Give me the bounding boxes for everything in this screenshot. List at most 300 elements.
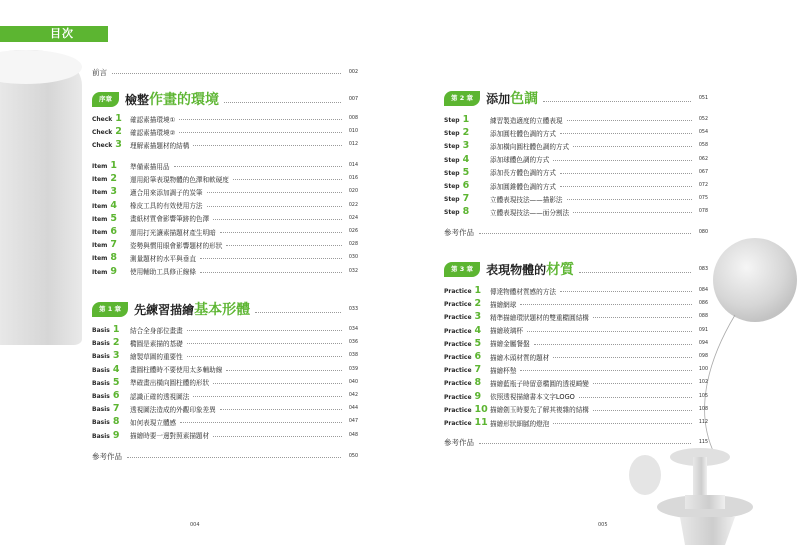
toc-entry[interactable] — [444, 416, 708, 429]
leader-dots — [579, 397, 692, 398]
entry-number: 3 — [474, 311, 482, 323]
toc-entry[interactable] — [444, 350, 708, 363]
leader-dots — [226, 245, 342, 246]
entry-title: 確認素描環境② — [130, 128, 176, 137]
entry-page: 052 — [698, 117, 708, 122]
reference-2-label: 參考作品 — [444, 228, 474, 237]
toc-entry[interactable] — [444, 390, 708, 403]
leader-dots — [187, 330, 342, 331]
preface-entry[interactable] — [92, 66, 358, 79]
chapter-2-heading[interactable] — [444, 89, 708, 107]
entry-number: 3 — [462, 140, 470, 152]
leader-dots — [534, 344, 692, 345]
entry-number: 5 — [112, 376, 120, 388]
entry-label: Basis — [92, 366, 110, 374]
entry-code — [444, 286, 490, 295]
entry-code — [92, 325, 130, 334]
entry-number: 5 — [462, 166, 470, 178]
entry-label: Check — [92, 142, 113, 150]
entry-page: 038 — [348, 353, 358, 359]
entry-code — [92, 351, 130, 360]
toc-title: 目次 — [50, 27, 74, 40]
entry-code — [444, 141, 490, 150]
entry-title: 描繪網球 — [490, 300, 517, 309]
entry-page: 067 — [698, 169, 708, 175]
entry-title: 認識正確的透視圖法 — [130, 392, 190, 401]
leader-dots — [220, 409, 342, 410]
entry-title: 繪製草圖的重要性 — [130, 352, 183, 361]
entry-title: 橡皮工具的有效使用方法 — [130, 202, 203, 211]
entry-title: 立體表現技法——描影法 — [490, 195, 563, 204]
entry-number: 6 — [110, 226, 118, 237]
toc-entry[interactable] — [92, 172, 358, 185]
toc-entry[interactable] — [444, 297, 708, 310]
entry-number: 8 — [110, 252, 118, 264]
leader-dots — [560, 133, 692, 134]
entry-code — [92, 201, 130, 210]
entry-label: Step — [444, 169, 460, 177]
leader-dots — [207, 206, 342, 207]
entry-code — [444, 194, 490, 203]
entry-label: Item — [92, 163, 108, 170]
entry-page: 012 — [348, 142, 358, 148]
leader-dots — [553, 423, 692, 424]
leader-dots — [187, 356, 342, 357]
toc-entry[interactable] — [444, 337, 708, 350]
chapter-0-badge: 序章 — [92, 92, 119, 107]
leader-dots — [479, 443, 691, 444]
toc-entry[interactable] — [92, 125, 358, 138]
entry-code — [444, 326, 490, 335]
reference-page: 050 — [348, 454, 358, 459]
entry-label: Practice — [444, 406, 472, 414]
entry-page: 075 — [698, 196, 708, 202]
entry-title: 描繪形狀細膩的燈泡 — [490, 419, 550, 428]
leader-dots — [579, 272, 691, 273]
entry-page: 039 — [348, 366, 358, 372]
entry-page: 010 — [348, 129, 358, 135]
right-toc-column — [444, 0, 708, 544]
chapter-0-title-accent: 作畫的環境 — [149, 92, 220, 108]
entry-code — [92, 114, 130, 123]
entry-page: 047 — [348, 419, 358, 425]
toc-entry[interactable] — [92, 349, 358, 362]
entry-label: Practice — [444, 367, 472, 375]
toc-entry[interactable] — [92, 429, 358, 442]
leader-dots — [593, 383, 692, 384]
entry-label: Step — [444, 117, 460, 124]
entry-label: Practice — [444, 393, 472, 401]
left-page-number: 004 — [190, 522, 200, 528]
entry-label: Item — [92, 268, 108, 276]
entry-number: 8 — [462, 206, 470, 218]
entry-page: 044 — [348, 406, 358, 412]
entry-page: 094 — [698, 340, 708, 346]
leader-dots — [520, 370, 692, 371]
entry-number: 6 — [112, 390, 120, 401]
right-page-number: 005 — [598, 522, 608, 528]
chapter-3-title-accent: 材質 — [546, 262, 575, 278]
entry-page: 028 — [348, 242, 358, 248]
entry-page: 091 — [698, 327, 708, 333]
toc-entry[interactable] — [444, 284, 708, 297]
entry-label: Check — [92, 116, 113, 123]
leader-dots — [553, 357, 692, 358]
entry-page: 020 — [348, 189, 358, 195]
leader-dots — [567, 120, 692, 121]
entry-number: 8 — [112, 416, 120, 428]
chapter-3-badge: 第 3 章 — [444, 262, 480, 277]
entry-code — [92, 187, 130, 196]
entry-page: 042 — [348, 393, 358, 398]
preface-label: 前言 — [92, 68, 107, 77]
entry-page: 040 — [348, 379, 358, 385]
reference-entry[interactable] — [92, 450, 358, 463]
chapter-3-title-plain: 表現物體的 — [486, 262, 547, 277]
entry-label: Practice — [444, 314, 472, 322]
entry-code — [444, 365, 490, 374]
entry-title: 描繪木頭材質的題材 — [490, 353, 550, 362]
entry-number: 1 — [462, 114, 470, 125]
entry-title: 適合用來添加調子的炭筆 — [130, 188, 203, 197]
entry-page: 072 — [698, 183, 708, 188]
toc-entry[interactable] — [444, 376, 708, 389]
leader-dots — [127, 457, 341, 458]
entry-number: 3 — [112, 350, 120, 362]
entry-label: Step — [444, 196, 460, 204]
leader-dots — [593, 317, 692, 318]
entry-code — [92, 391, 130, 400]
entry-page: 112 — [698, 420, 708, 425]
toc-entry[interactable] — [92, 363, 358, 376]
entry-page: 108 — [698, 406, 708, 412]
entry-label: Step — [444, 130, 460, 138]
leader-dots — [180, 422, 342, 423]
toc-entry[interactable] — [444, 126, 708, 139]
toc-entry[interactable] — [92, 238, 358, 251]
toc-entry[interactable] — [444, 113, 708, 126]
leader-dots — [193, 396, 342, 397]
entry-title: 姿勢與慣用眼會影響題材的形狀 — [130, 241, 223, 250]
entry-number: 8 — [474, 377, 482, 389]
entry-title: 添加圓錐體色調的方式 — [490, 182, 556, 191]
entry-label: Step — [444, 156, 460, 164]
toc-entry[interactable] — [92, 251, 358, 264]
entry-number: 5 — [474, 337, 482, 349]
entry-title: 準備素描用品 — [130, 162, 170, 171]
toc-entry[interactable] — [92, 185, 358, 198]
leader-dots — [213, 436, 342, 437]
entry-label: Step — [444, 209, 460, 217]
entry-title: 描繪金屬餐盤 — [490, 340, 530, 349]
entry-title: 橢圓是素描的基礎 — [130, 339, 183, 348]
leader-dots — [112, 73, 341, 74]
entry-number: 7 — [112, 403, 120, 415]
entry-page: 048 — [348, 432, 358, 438]
entry-page: 014 — [348, 163, 358, 168]
leader-dots — [593, 410, 692, 411]
toc-entry[interactable] — [92, 376, 358, 389]
entry-number: 9 — [112, 429, 120, 441]
toc-entry[interactable] — [92, 415, 358, 428]
reference-label: 參考作品 — [92, 452, 122, 461]
leader-dots — [179, 119, 342, 120]
toc-entry[interactable] — [92, 112, 358, 125]
leader-dots — [233, 179, 342, 180]
leader-dots — [255, 312, 341, 313]
entry-number: 7 — [462, 193, 470, 205]
reference-3-label: 參考作品 — [444, 438, 474, 447]
chapter-1-title-accent: 基本形體 — [194, 302, 251, 318]
leader-dots — [567, 199, 692, 200]
entry-code — [444, 405, 490, 414]
toc-entry[interactable] — [444, 324, 708, 337]
entry-page: 036 — [348, 340, 358, 346]
entry-page: 078 — [698, 209, 708, 215]
entry-code — [444, 312, 490, 321]
entry-number: 1 — [115, 113, 122, 124]
entry-label: Practice — [444, 327, 472, 335]
reference-3-entry[interactable] — [444, 436, 708, 449]
entry-title: 透視圖法造成的外觀印象差異 — [130, 405, 216, 414]
entry-label: Basis — [92, 419, 110, 427]
leader-dots — [560, 186, 692, 187]
toc-entry[interactable] — [444, 403, 708, 416]
entry-code — [444, 115, 490, 124]
entry-code — [92, 161, 130, 170]
entry-number: 5 — [110, 212, 118, 224]
leader-dots — [220, 232, 342, 233]
entry-title: 使用輔助工具修正線條 — [130, 268, 196, 277]
entry-number: 6 — [462, 180, 470, 191]
entry-label: Basis — [92, 393, 110, 400]
entry-page: 058 — [698, 143, 708, 149]
leader-dots — [573, 212, 692, 213]
entry-page: 022 — [348, 202, 358, 208]
entry-label: Basis — [92, 379, 110, 387]
entry-label: Practice — [444, 420, 472, 427]
entry-label: Practice — [444, 340, 472, 348]
entry-title: 添加橫向圓柱體色調的方式 — [490, 142, 570, 151]
entry-title: 畫圓柱體時不要使用太多輔助線 — [130, 366, 223, 375]
entry-code — [92, 338, 130, 347]
entry-code — [92, 404, 130, 413]
toc-entry[interactable] — [92, 336, 358, 349]
chapter-0-title-plain: 檢整 — [125, 92, 150, 107]
toc-entry[interactable] — [444, 363, 708, 376]
leader-dots — [187, 343, 342, 344]
entry-title: 添加圓柱體色調的方式 — [490, 129, 556, 138]
chapter-3-heading[interactable] — [444, 260, 708, 278]
chapter-2-title-accent: 色調 — [510, 91, 539, 107]
entry-page: 086 — [698, 301, 708, 307]
entry-label: Basis — [92, 327, 110, 334]
toc-entry[interactable] — [92, 225, 358, 238]
entry-code — [444, 299, 490, 308]
entry-code — [444, 168, 490, 177]
entry-code — [444, 418, 490, 427]
chapter-0-heading[interactable] — [92, 90, 358, 108]
entry-code — [444, 392, 490, 401]
entry-number: 6 — [474, 351, 482, 362]
entry-code — [444, 352, 490, 361]
reference-2-entry[interactable] — [444, 226, 708, 239]
toc-entry[interactable] — [444, 139, 708, 152]
entry-number: 4 — [110, 199, 118, 211]
entry-code — [444, 128, 490, 137]
entry-label: Step — [444, 143, 460, 151]
entry-title: 理解素描題材的結構 — [130, 141, 190, 150]
leader-dots — [560, 173, 692, 174]
entry-code — [444, 155, 490, 164]
leader-dots — [193, 145, 342, 146]
entry-title: 畫紙材質會影響筆跡的色澤 — [130, 215, 210, 224]
chapter-1-title-plain: 先練習描繪 — [134, 302, 195, 317]
entry-title: 測量題材的水平與垂直 — [130, 254, 196, 263]
entry-number: 2 — [110, 173, 118, 185]
entry-label: Item — [92, 255, 108, 263]
chapter-1-heading[interactable] — [92, 300, 358, 318]
entry-title: 練習製造適度的立體表現 — [490, 116, 563, 125]
leader-dots — [527, 331, 692, 332]
entry-title: 精準描繪環狀題材的雙重橢圓結構 — [490, 313, 589, 322]
toc-entry[interactable] — [92, 159, 358, 172]
toc-entry[interactable] — [444, 205, 708, 218]
entry-title: 確認素描環境① — [130, 115, 176, 124]
entry-title: 運用打光讓素描題材產生明暗 — [130, 228, 216, 237]
entry-page: 034 — [348, 327, 358, 332]
entry-number: 1 — [110, 160, 118, 171]
entry-title: 結合全身部位畫畫 — [130, 326, 183, 335]
entry-label: Item — [92, 215, 108, 223]
entry-label: Basis — [92, 340, 110, 348]
toc-entry[interactable] — [92, 265, 358, 278]
entry-code — [92, 378, 130, 387]
leader-dots — [553, 160, 692, 161]
leader-dots — [213, 219, 342, 220]
leader-dots — [213, 383, 342, 384]
entry-code — [92, 365, 130, 374]
entry-page: 100 — [698, 367, 708, 373]
entry-label: Item — [92, 242, 108, 250]
toc-entry[interactable] — [444, 166, 708, 179]
entry-title: 傳達物體材質感的方法 — [490, 287, 556, 296]
leader-dots — [224, 102, 341, 103]
toc-entry[interactable] — [92, 212, 358, 225]
entry-page: 102 — [698, 380, 708, 386]
entry-code — [92, 127, 130, 136]
entry-title: 依照透視描繪書本文字LOGO — [490, 393, 575, 402]
entry-title: 添加球體色調的方式 — [490, 156, 550, 165]
entry-code — [92, 140, 130, 149]
toc-entry[interactable] — [92, 138, 358, 151]
toc-entry[interactable] — [92, 402, 358, 415]
entry-label: Practice — [444, 354, 472, 361]
entry-page: 098 — [698, 354, 708, 359]
entry-label: Check — [92, 129, 113, 137]
toc-entry[interactable] — [92, 199, 358, 212]
entry-number: 4 — [474, 324, 482, 336]
toc-entry[interactable] — [444, 179, 708, 192]
entry-number: 7 — [110, 239, 118, 251]
entry-title: 運用鉛筆表現物體的色澤和軟硬度 — [130, 175, 229, 184]
chapter-0-page: 007 — [348, 96, 358, 102]
entry-page: 062 — [698, 156, 708, 162]
chapter-1-page: 033 — [348, 306, 358, 312]
entry-title: 描繪杯墊 — [490, 366, 517, 375]
leader-dots — [479, 233, 691, 234]
entry-number: 9 — [474, 390, 482, 402]
entry-code — [92, 417, 130, 426]
toc-entry[interactable] — [92, 323, 358, 336]
entry-code — [444, 339, 490, 348]
entry-number: 2 — [115, 126, 122, 138]
entry-number: 1 — [112, 324, 120, 335]
entry-page: 026 — [348, 229, 358, 234]
entry-code — [92, 431, 130, 440]
entry-code — [92, 253, 130, 262]
chapter-3-page: 083 — [698, 266, 708, 272]
entry-title: 準確畫出橫向圓柱體的形狀 — [130, 379, 210, 388]
entry-code — [92, 174, 130, 183]
entry-number: 2 — [112, 337, 120, 349]
entry-page: 016 — [348, 176, 358, 182]
entry-title: 立體表現技法——面分割法 — [490, 208, 570, 217]
entry-number: 1 — [474, 285, 482, 296]
entry-code — [444, 181, 490, 190]
chapter-2-title-plain: 添加 — [486, 91, 511, 106]
entry-number: 2 — [474, 298, 482, 310]
entry-label: Item — [92, 189, 108, 197]
entry-label: Practice — [444, 380, 472, 388]
entry-page: 030 — [348, 255, 358, 261]
leader-dots — [174, 166, 342, 167]
leader-dots — [560, 291, 692, 292]
entry-code — [92, 227, 130, 236]
entry-title: 添加長方體色調的方式 — [490, 169, 556, 178]
entry-code — [444, 378, 490, 387]
cylinder-illustration — [0, 50, 82, 345]
chapter-1-badge: 第 1 章 — [92, 302, 128, 317]
entry-label: Item — [92, 176, 108, 184]
entry-title: 如何表現立體感 — [130, 418, 177, 427]
toc-entry[interactable] — [444, 192, 708, 205]
entry-number: 10 — [474, 403, 488, 415]
toc-entry[interactable] — [92, 389, 358, 402]
leader-dots — [207, 192, 342, 193]
leader-dots — [200, 272, 342, 273]
entry-number: 2 — [462, 127, 470, 139]
entry-page: 032 — [348, 268, 358, 274]
entry-number: 4 — [462, 153, 470, 165]
toc-entry[interactable] — [444, 310, 708, 323]
toc-entry[interactable] — [444, 153, 708, 166]
leader-dots — [179, 132, 342, 133]
entry-label: Basis — [92, 432, 110, 440]
entry-label: Step — [444, 183, 460, 190]
entry-number: 9 — [110, 265, 118, 277]
chapter-2-page: 051 — [698, 95, 708, 101]
entry-label: Item — [92, 229, 108, 236]
entry-label: Item — [92, 202, 108, 210]
left-toc-column — [92, 0, 358, 544]
entry-label: Practice — [444, 288, 472, 295]
reference-2-page: 080 — [698, 230, 708, 235]
entry-title: 描繪時要一邊對照素描題材 — [130, 432, 210, 441]
entry-code — [92, 240, 130, 249]
entry-label: Basis — [92, 406, 110, 414]
entry-title: 描繪藍瓶子時留意橢圓的透視畸變 — [490, 379, 589, 388]
